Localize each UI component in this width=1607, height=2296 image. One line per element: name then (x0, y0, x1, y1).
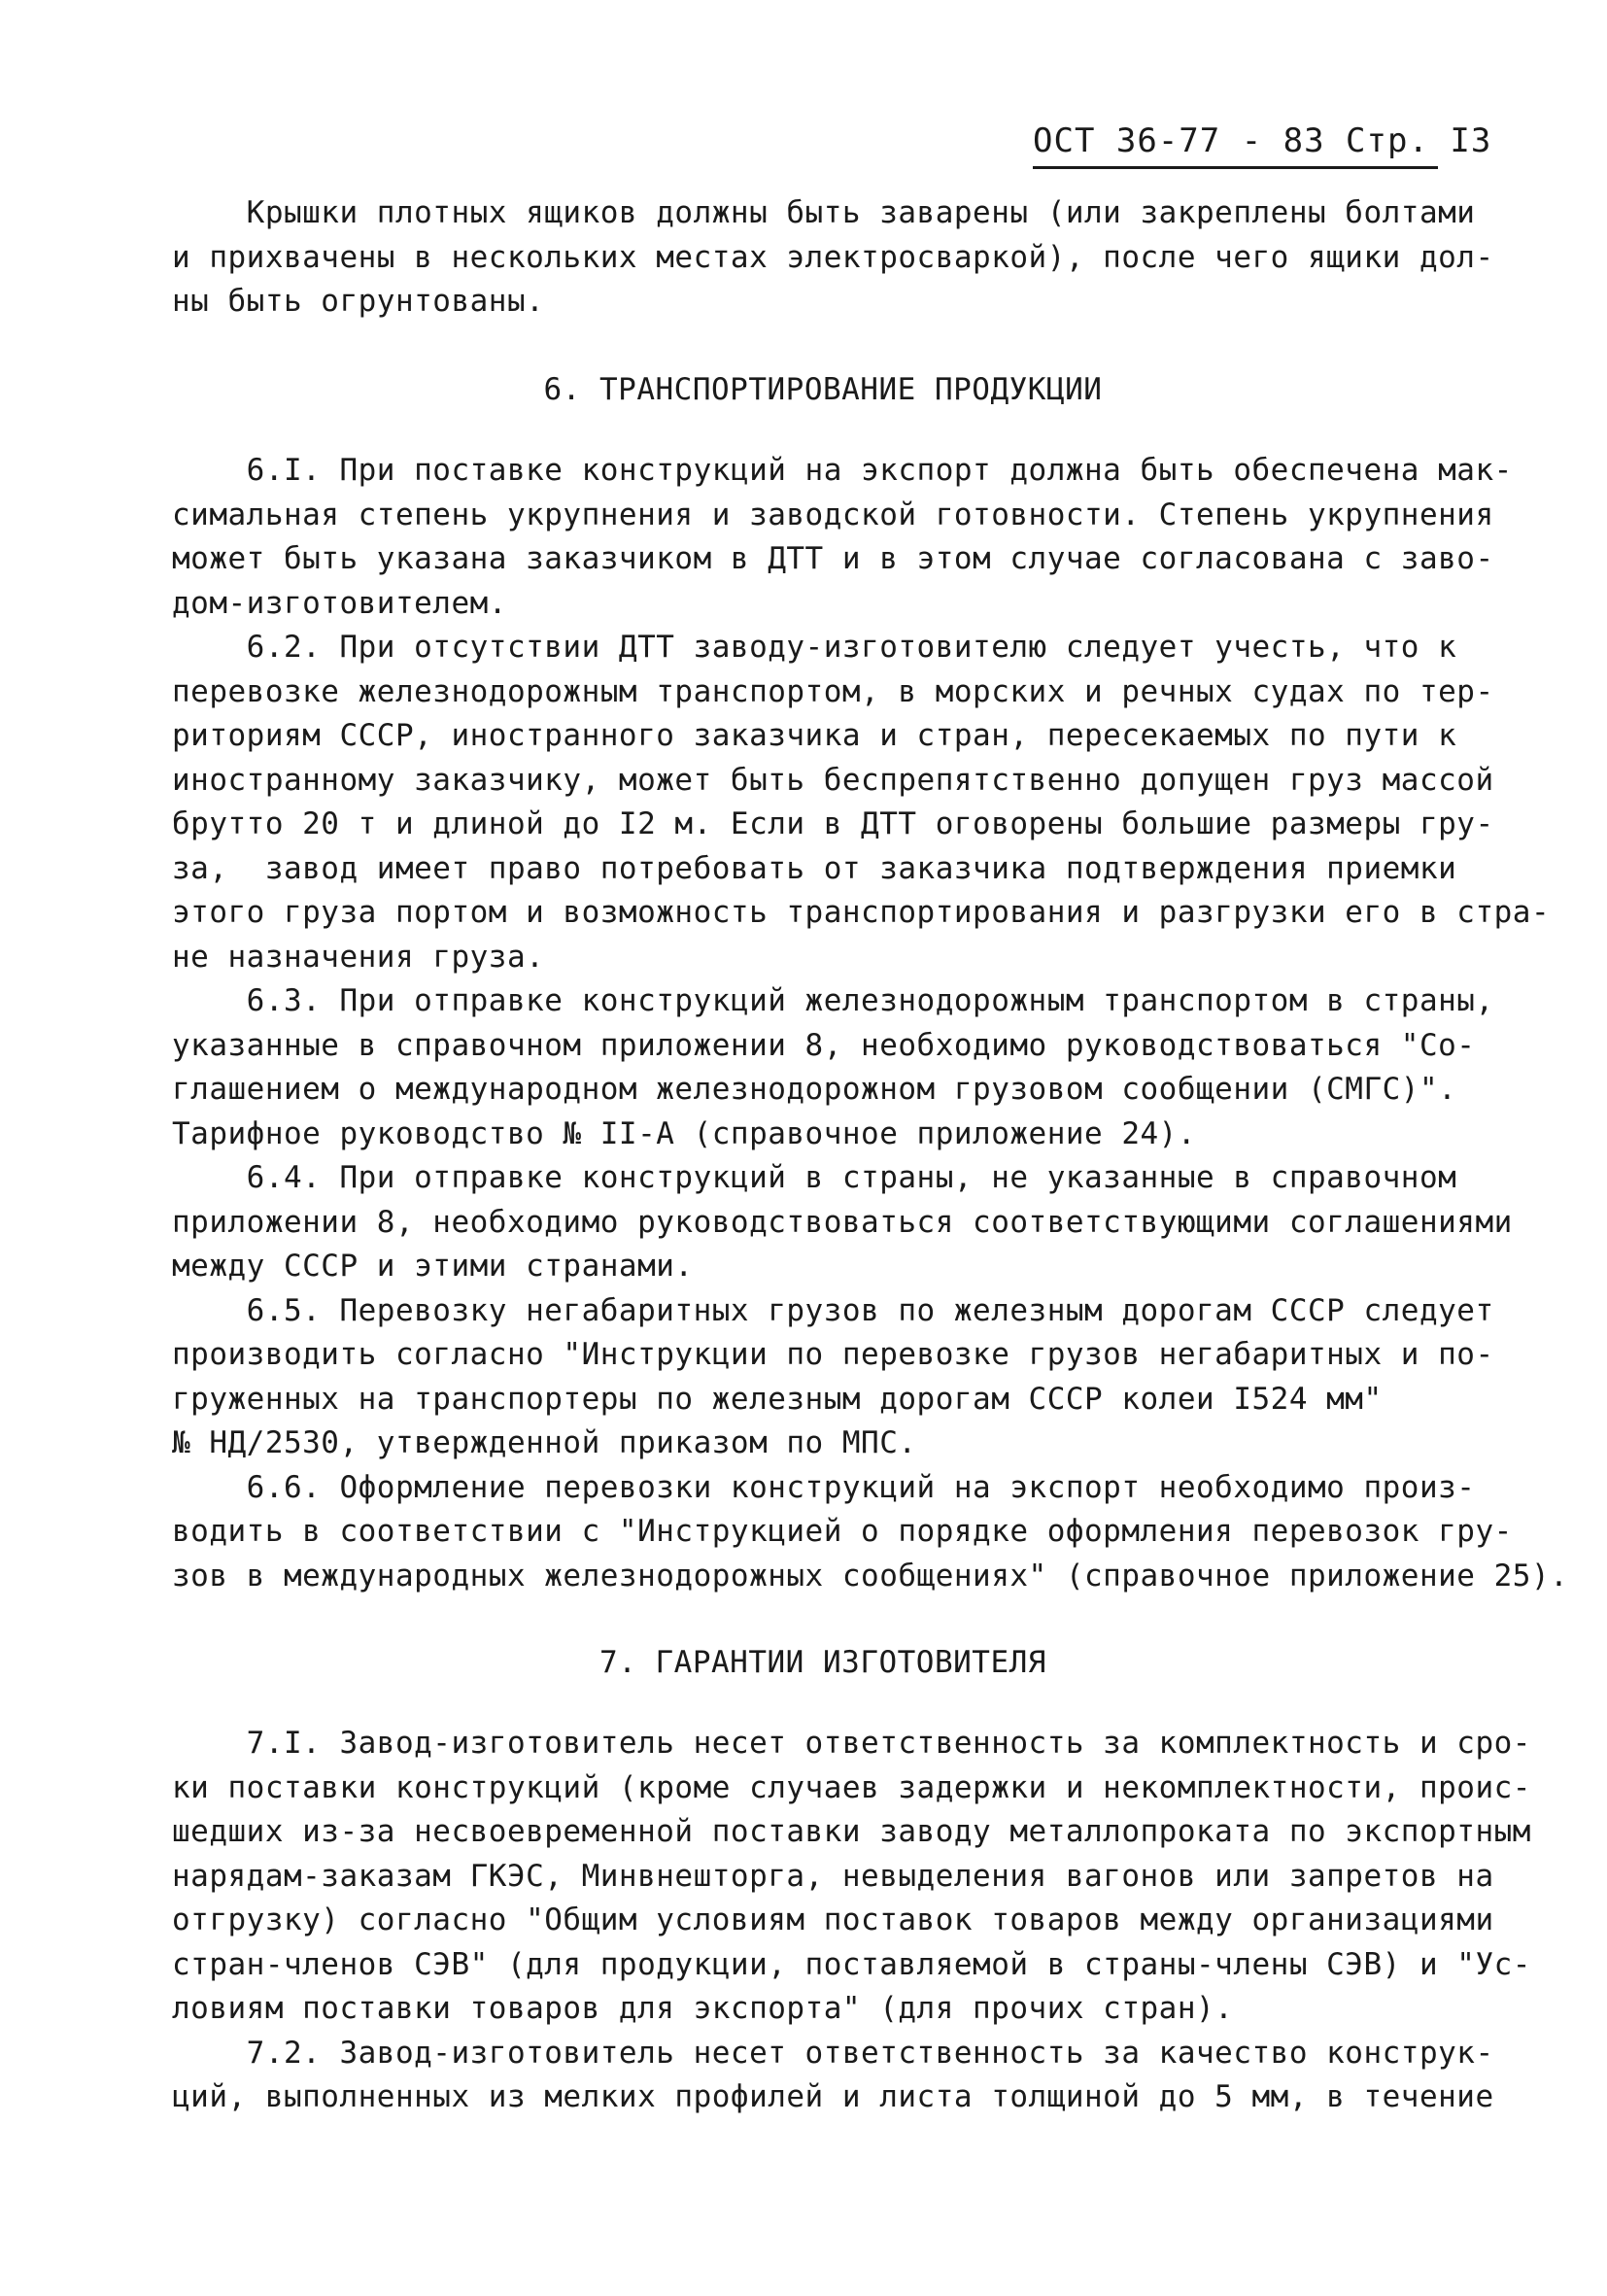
text-line: между СССР и этими странами. (172, 1249, 694, 1284)
text-line: производить согласно "Инструкции по перевозке грузов негабаритных и по- (172, 1337, 1494, 1372)
text-line: 6.6. Оформление перевозки конструкций на экспорт необходимо произ- (172, 1469, 1476, 1505)
text-line: шедших из-за несвоевременной поставки заводу металлопроката по экспортным (172, 1814, 1531, 1849)
text-line: симальная степень укрупнения и заводской готовности. Степень укрупнения (172, 497, 1494, 532)
text-line: ловиям поставки товаров для экспорта" (для прочих стран). (172, 1991, 1234, 2026)
section-6-heading: 6. ТРАНСПОРТИРОВАНИЕ ПРОДУКЦИИ (543, 372, 1103, 407)
intro-paragraph (172, 191, 1494, 325)
text-line: за, завод имеет право потребовать от заказчика подтверждения приемки (172, 850, 1457, 886)
text-line: этого груза портом и возможность транспортирования и разгрузки его в стра- (172, 895, 1551, 930)
text-line: нарядам-заказам ГКЭС, Минвнешторга, невыделения вагонов или запретов на (172, 1858, 1494, 1894)
text-line: груженных на транспортеры по железным дорогам СССР колеи I524 мм" (172, 1381, 1383, 1417)
text-line: ки поставки конструкций (кроме случаев задержки и некомплектности, проис- (172, 1769, 1531, 1805)
text-line: зов в международных железнодорожных сообщениях" (справочное приложение 25). (172, 1558, 1569, 1593)
text-line: иностранному заказчику, может быть беспрепятственно допущен груз массой (172, 762, 1494, 798)
text-line: глашением о международном железнодорожном грузовом сообщении (СМГС)". (172, 1072, 1457, 1107)
text-line: водить в соответствии с "Инструкцией о порядке оформления перевозок гру- (172, 1514, 1513, 1549)
text-line: стран-членов СЭВ" (для продукции, поставляемой в страны-члены СЭВ) и "Ус- (172, 1946, 1531, 1982)
text-line: не назначения груза. (172, 939, 545, 975)
text-line: отгрузку) согласно "Общим условиям поставок товаров между организациями (172, 1902, 1494, 1937)
text-line: может быть указана заказчиком в ДТТ и в этом случае согласована с заво- (172, 541, 1494, 576)
text-line: 7.2. Завод-изготовитель несет ответственность за качество конструк- (172, 2035, 1494, 2071)
text-line: 6.5. Перевозку негабаритных грузов по железным дорогам СССР следует (172, 1292, 1494, 1328)
text-line: дом-изготовителем. (172, 585, 507, 621)
text-line: № НД/2530, утвержденной приказом по МПС. (172, 1425, 917, 1460)
text-line: риториям СССР, иностранного заказчика и стран, пересекаемых по пути к (172, 718, 1457, 753)
text-line: 6.3. При отправке конструкций железнодорожным транспортом в страны, (172, 983, 1494, 1018)
text-line: брутто 20 т и длиной до I2 м. Если в ДТТ оговорены большие размеры гру- (172, 806, 1494, 841)
text-line: приложении 8, необходимо руководствоваться соответствующими соглашениями (172, 1204, 1513, 1240)
text-line: ны быть огрунтованы. (172, 284, 545, 319)
section-7-heading: 7. ГАРАНТИИ ИЗГОТОВИТЕЛЯ (599, 1645, 1046, 1680)
page-header: ОСТ 36-77 - 83 Стр. I3 (1033, 121, 1438, 169)
text-line: Тарифное руководство № II-А (справочное приложение 24). (172, 1115, 1196, 1151)
text-line: 6.4. При отправке конструкций в страны, не указанные в справочном (172, 1160, 1457, 1195)
text-line: перевозке железнодорожным транспортом, в морских и речных судах по тер- (172, 673, 1494, 709)
text-line: 6.2. При отсутствии ДТТ заводу-изготовителю следует учесть, что к (172, 630, 1457, 665)
text-line: 7.I. Завод-изготовитель несет ответственность за комплектность и сро- (172, 1726, 1531, 1761)
text-line: Крышки плотных ящиков должны быть заварены (или закреплены болтами (172, 195, 1476, 230)
section-7-body (172, 1722, 1531, 2120)
text-line: ций, выполненных из мелких профилей и листа толщиной до 5 мм, в течение (172, 2079, 1494, 2114)
text-line: и прихвачены в нескольких местах электросваркой), после чего ящики дол- (172, 239, 1494, 275)
text-line: указанные в справочном приложении 8, необходимо руководствоваться "Со- (172, 1027, 1476, 1063)
section-6-body (172, 449, 1569, 1598)
text-line: 6.I. При поставке конструкций на экспорт должна быть обеспечена мак- (172, 453, 1513, 488)
